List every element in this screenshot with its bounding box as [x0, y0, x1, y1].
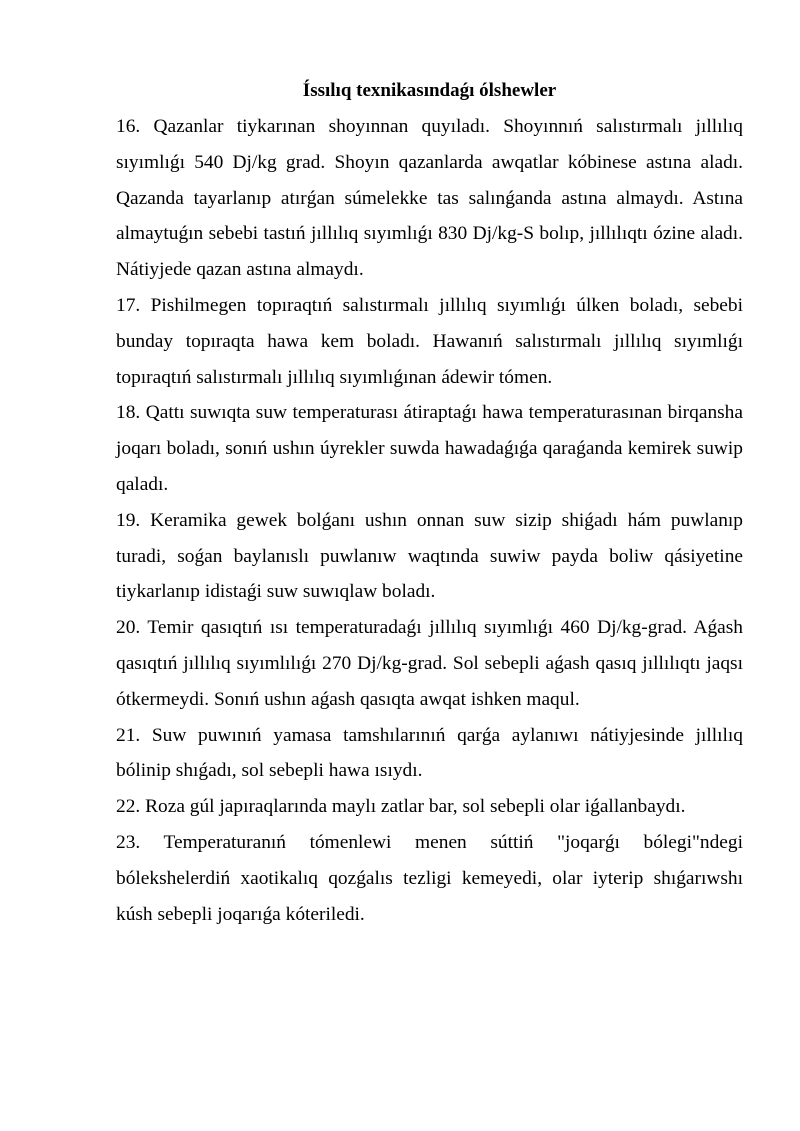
document-title: Íssılıq texnikasındaǵı ólshewler [302, 80, 557, 101]
paragraph-21: 21. Suw puwınıń yamasa tamshılarınıń qarǵa aylanıwı nátiyjesinde jıllılıq bólinip shıǵadı, sol sebepli hawa ısıydı. [116, 724, 743, 782]
paragraph-16: 16. Qazanlar tiykarınan shoyınnan quyıladı. Shoyınnıń salıstırmalı jıllılıq sıyımlıǵı 540 Dj/kg grad. Shoyın qazanlarda awqatlar kóbinese astına aladı. Qazanda tayarlanıp atırǵan súmelekke tas salınǵanda astına almaydı. Astına almaytuǵın sebebi tastıń jıllılıq sıyımlıǵı 830 Dj/kg-S bolıp, jıllılıqtı ózine aladı. Nátiyjede qazan astına almaydı. [116, 116, 743, 281]
paragraph-22: 22. Roza gúl japıraqlarında maylı zatlar bar, sol sebepli olar iǵallanbaydı. [116, 796, 686, 818]
paragraph-20: 20. Temir qasıqtıń ısı temperaturadaǵı jıllılıq sıyımlıǵı 460 Dj/kg-grad. Aǵash qasıqtıń jıllılıq sıyımlılıǵı 270 Dj/kg-grad. Sol sebepli aǵash qasıq jıllılıqtı jaqsı ótkermeydi. Sonıń ushın aǵash qasıqta awqat ishken maqul. [116, 617, 743, 710]
paragraph-17: 17. Pishilmegen topıraqtıń salıstırmalı jıllılıq sıyımlıǵı úlken boladı, sebebi bunday topıraqta hawa kem boladı. Hawanıń salıstırmalı jıllılıq sıyımlıǵı topıraqtıń salıstırmalı jıllılıq sıyımlıǵınan ádewir tómen. [116, 294, 743, 388]
paragraph-23: 23. Temperaturanıń tómenlewi menen súttiń "joqarǵı bólegi"ndegi bólekshelerdiń xaotikalıq qozǵalıs tezligi kemeyedi, olar iyterip shıǵarıwshı kúsh sebepli joqarıǵa kóteriledi. [116, 831, 743, 925]
paragraph-18: 18. Qattı suwıqta suw temperaturası átiraptaǵı hawa temperaturasınan birqansha joqarı boladı, sonıń ushın úyrekler suwda hawadaǵıǵa qaraǵanda kemirek suwip qaladı. [116, 402, 743, 495]
paragraph-19: 19. Keramika gewek bolǵanı ushın onnan suw sizip shiǵadı hám puwlanıp turadi, soǵan baylanıslı puwlanıw waqtında suwiw payda boliw qásiyetine tiykarlanıp idistaǵi suw suwıqlaw boladı. [116, 509, 743, 603]
